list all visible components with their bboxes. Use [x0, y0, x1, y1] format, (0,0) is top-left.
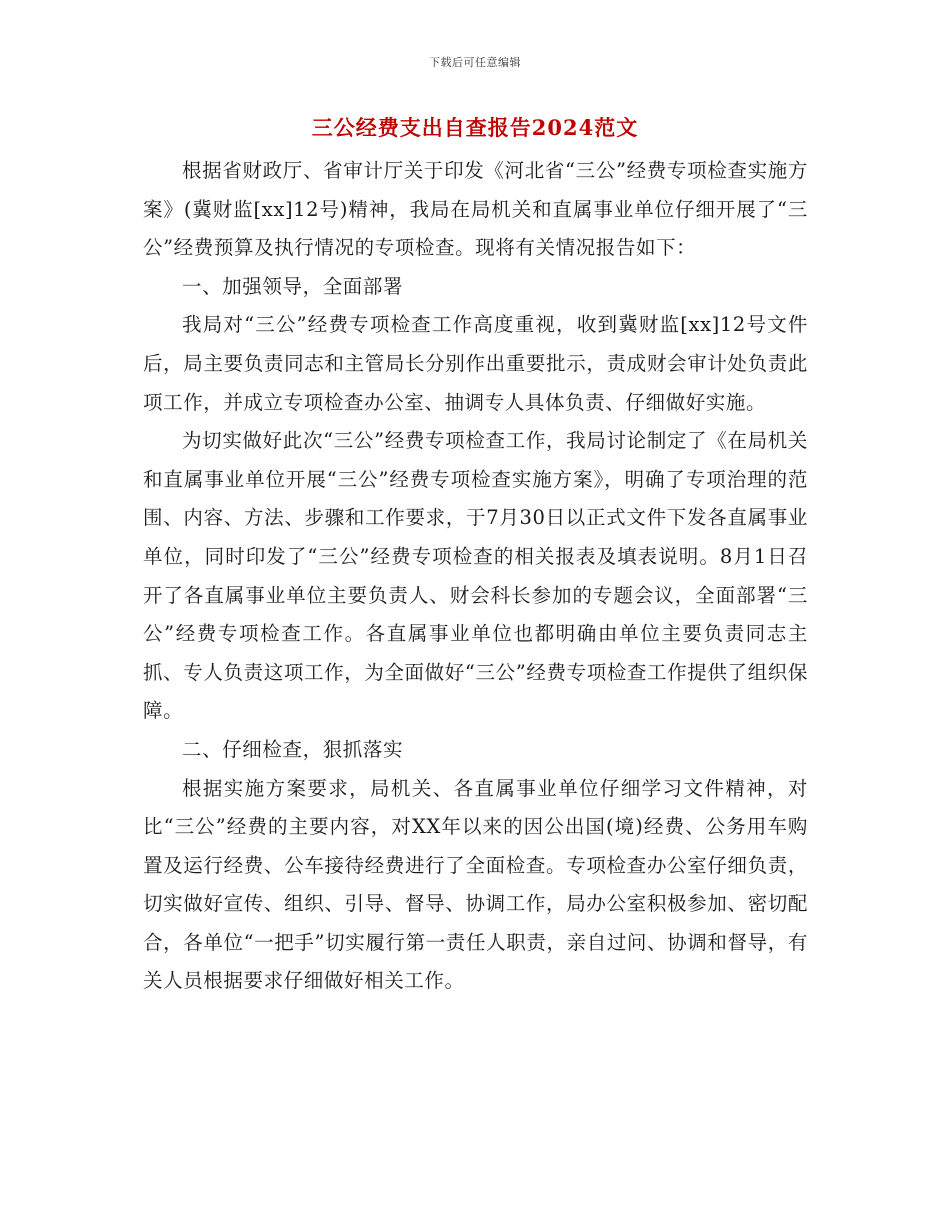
document-title: 三公经费支出自查报告2024范文 [311, 115, 639, 140]
header-note: 下载后可任意编辑 [429, 56, 521, 69]
paragraph-intro: 根据省财政厅、省审计厅关于印发《河北省“三公”经费专项检查实施方案》(冀财监[xx]12号)精神，我局在局机关和直属事业单位仔细开展了“三公”经费预算及执行情况的专项检查。现将有关情况报告如下： [143, 159, 808, 260]
paragraph-section2-a: 根据实施方案要求，局机关、各直属事业单位仔细学习文件精神，对比“三公”经费的主要内容，对XX年以来的因公出国(境)经费、公务用车购置及运行经费、公车接待经费进行了全面检查。专项检查办公室仔细负责，切实做好宣传、组织、引导、督导、协调工作，局办公室积极参加、密切配合，各单位“一把手”切实履行第一责任人职责，亲自过问、协调和督导，有关人员根据要求仔细做好相关工作。 [143, 776, 808, 993]
section-heading-1: 一、加强领导，全面部署 [182, 274, 404, 298]
paragraph-section1-b: 为切实做好此次“三公”经费专项检查工作，我局讨论制定了《在局机关和直属事业单位开展“三公”经费专项检查实施方案》，明确了专项治理的范围、内容、方法、步骤和工作要求，于7月30日以正式文件下发各直属事业单位，同时印发了“三公”经费专项检查的相关报表及填表说明。8月1日召开了各直属事业单位主要负责人、财会科长参加的专题会议，全面部署“三公”经费专项检查工作。各直属事业单位也都明确由单位主要负责同志主抓、专人负责这项工作，为全面做好“三公”经费专项检查工作提供了组织保障。 [143, 429, 808, 723]
document-body [143, 152, 808, 1001]
paragraph-section1-a: 我局对“三公”经费专项检查工作高度重视，收到冀财监[xx]12号文件后，局主要负责同志和主管局长分别作出重要批示，责成财会审计处负责此项工作，并成立专项检查办公室、抽调专人具体负责、仔细做好实施。 [143, 313, 808, 414]
section-heading-2: 二、仔细检查，狠抓落实 [182, 737, 404, 761]
